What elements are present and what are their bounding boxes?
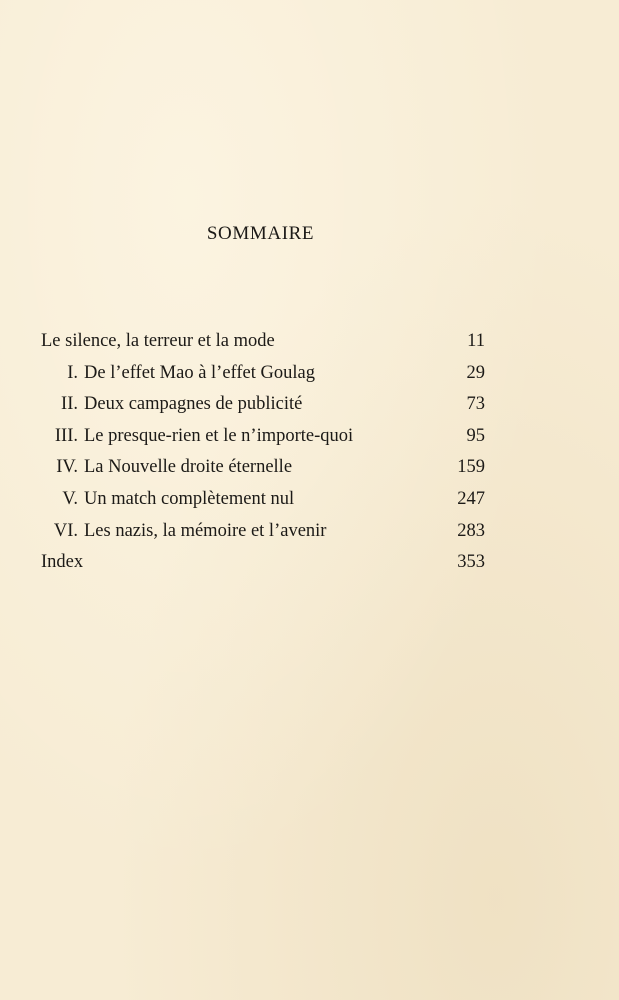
toc-entry-title: Le silence, la terreur et la mode — [41, 331, 275, 351]
table-of-contents — [41, 327, 485, 580]
toc-entry-page: 353 — [457, 552, 485, 573]
toc-entry-number: V. — [62, 488, 78, 509]
toc-entry-number: IV. — [56, 457, 78, 478]
toc-entry-number: II. — [61, 394, 78, 415]
toc-entry-page: 247 — [457, 488, 485, 509]
page-title: SOMMAIRE — [206, 223, 315, 244]
toc-entry-title: Un match complètement nul — [84, 488, 295, 509]
toc-entry — [41, 517, 485, 549]
toc-entry-title: Index — [41, 552, 84, 573]
toc-entry-title: Deux campagnes de publicité — [84, 394, 303, 415]
toc-entry-number: VI. — [53, 520, 78, 541]
toc-entry-title: Les nazis, la mémoire et l’avenir — [84, 520, 327, 541]
toc-entry — [41, 359, 485, 391]
toc-entry-page: 159 — [457, 457, 485, 478]
toc-entry-page: 283 — [457, 520, 485, 541]
toc-entry-title: Le presque-rien et le n’importe-quoi — [84, 425, 354, 446]
toc-entry-page: 11 — [467, 331, 485, 351]
toc-entry — [41, 548, 485, 580]
toc-entry — [41, 453, 485, 485]
toc-entry-page: 73 — [466, 394, 485, 415]
toc-entry-number: III. — [54, 425, 78, 446]
toc-entry — [41, 390, 485, 422]
toc-entry-number: I. — [67, 362, 78, 383]
toc-entry-title: La Nouvelle droite éternelle — [84, 457, 293, 478]
toc-entry-page: 29 — [466, 362, 485, 383]
toc-entry — [41, 422, 485, 454]
toc-entry-page: 95 — [466, 425, 485, 446]
toc-entry-title: De l’effet Mao à l’effet Goulag — [84, 362, 315, 383]
toc-entry — [41, 485, 485, 517]
toc-entry — [41, 327, 485, 359]
